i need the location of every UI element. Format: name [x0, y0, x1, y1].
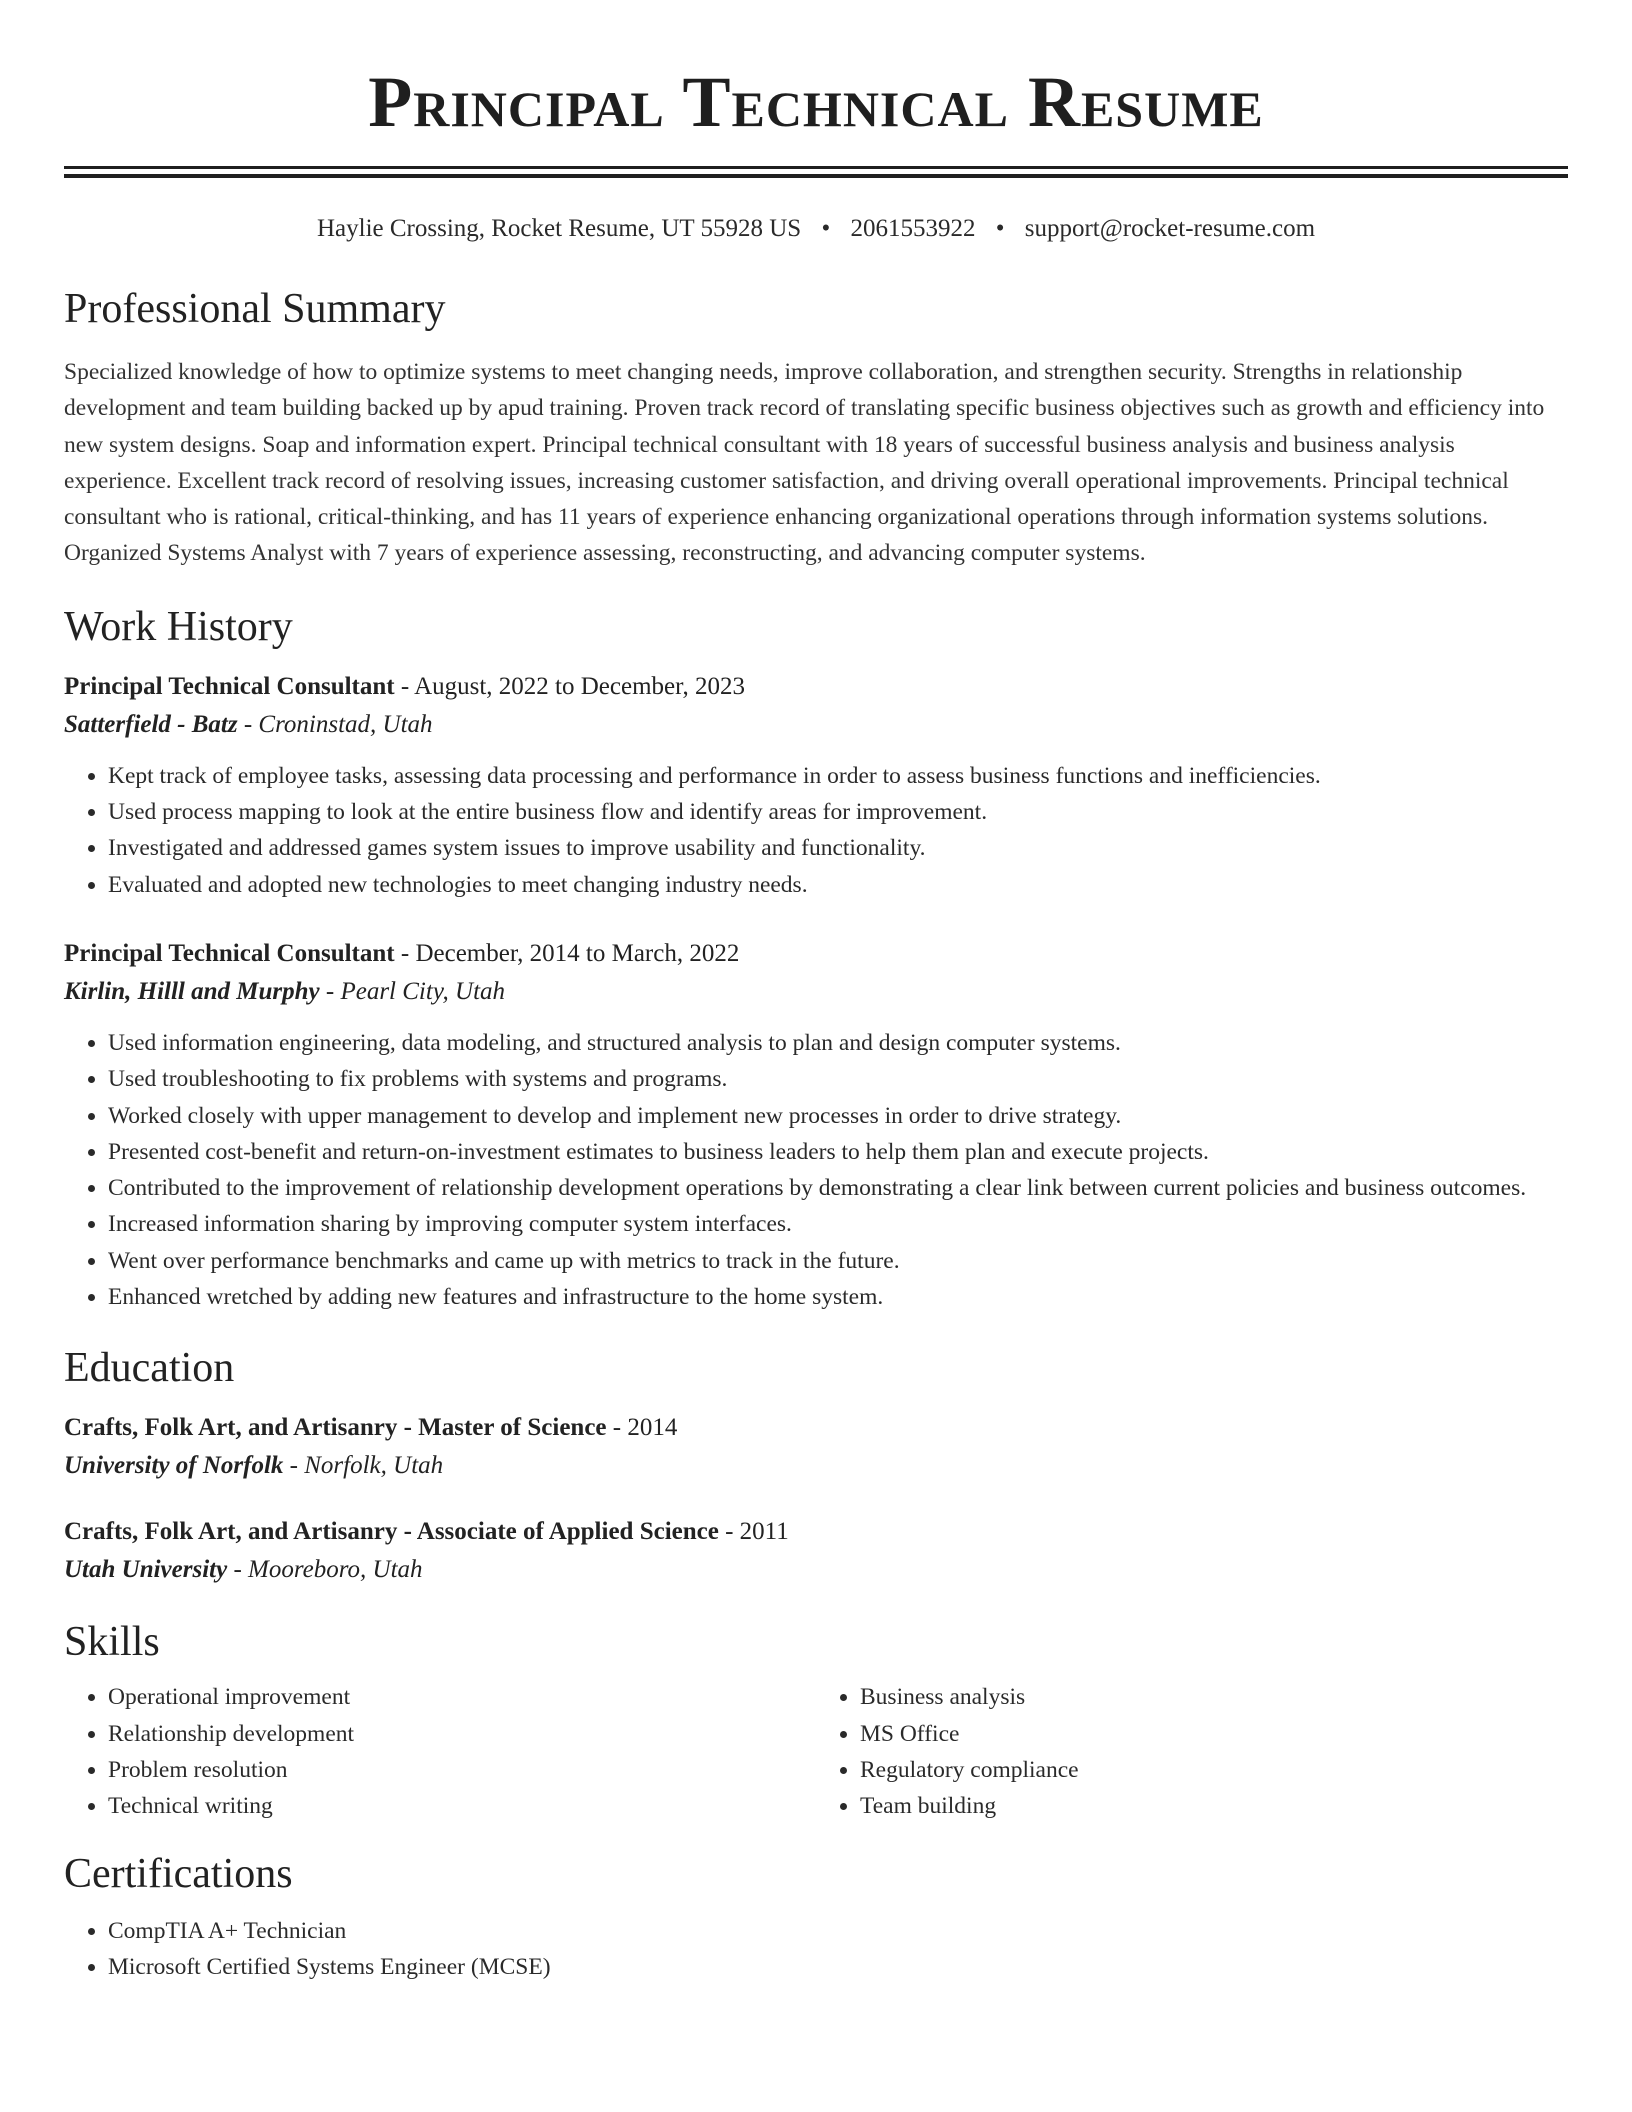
title-rule-bottom [64, 174, 1568, 178]
list-item: • Used process mapping to look at the entire business flow and identify areas for improvement. [108, 794, 1568, 830]
contact-separator: • [821, 215, 831, 242]
school-line [64, 1447, 1568, 1485]
job-dates: - December, 2014 to March, 2022 [394, 939, 740, 967]
job-role: Principal Technical Consultant [64, 939, 395, 967]
job-company: Kirlin, Hilll and Murphy [64, 977, 320, 1005]
list-item: • Used information engineering, data modeling, and structured analysis to plan and design computer systems. [108, 1025, 1568, 1061]
contact-separator: • [995, 215, 1005, 242]
list-item: • Problem resolution [108, 1752, 816, 1788]
contact-address: Haylie Crossing, Rocket Resume, UT 55928 US [316, 215, 802, 242]
job-company-line [64, 706, 1568, 744]
job-title-line [64, 668, 1568, 706]
document-title: Principal Technical Resume [368, 62, 1264, 142]
school-name: University of Norfolk [64, 1452, 284, 1480]
education-entry [64, 1409, 1568, 1485]
job-company-line [64, 973, 1568, 1011]
job-bullets [64, 1025, 1568, 1315]
list-item: • Used troubleshooting to fix problems with systems and programs. [108, 1061, 1568, 1097]
degree-line [64, 1513, 1568, 1551]
education-entry [64, 1513, 1568, 1589]
list-item: • Presented cost-benefit and return-on-investment estimates to business leaders to help them plan and execute projects. [108, 1134, 1568, 1170]
certifications-heading: Certifications [64, 1850, 293, 1897]
job-entry [64, 668, 1568, 903]
resume-page [64, 0, 1568, 1985]
contact-phone: 2061553922 [850, 215, 976, 242]
contact-line [64, 214, 1568, 244]
skills-list-right [816, 1679, 1568, 1824]
list-item: • Technical writing [108, 1788, 816, 1824]
list-item: • Worked closely with upper management to develop and implement new processes in order to drive strategy. [108, 1098, 1568, 1134]
list-item: • Increased information sharing by improving computer system interfaces. [108, 1206, 1568, 1242]
list-item: • Microsoft Certified Systems Engineer (MCSE) [108, 1949, 1568, 1985]
summary-text: Specialized knowledge of how to optimize systems to meet changing needs, improve collaboration, and strengthen security. Strengths in relationship development and team building backed up by apud training. Proven track record of translating specific business objectives such as growth and efficiency into new system designs. Soap and information expert. Principal technical consultant with 18 years of successful business analysis and business analysis experience. Excellent track record of resolving issues, increasing customer satisfaction, and driving overall operational improvements. Principal technical consultant who is rational, critical-thinking, and has 11 years of experience enhancing organizational operations through information systems solutions. Organized Systems Analyst with 7 years of experience assessing, reconstructing, and advancing computer systems. [64, 359, 1545, 567]
list-item: • Investigated and addressed games system issues to improve usability and functionality. [108, 830, 1568, 866]
list-item: • Relationship development [108, 1716, 816, 1752]
job-entry [64, 935, 1568, 1315]
contact-email: support@rocket-resume.com [1024, 215, 1316, 242]
summary-heading: Professional Summary [64, 286, 446, 332]
list-item: • Enhanced wretched by adding new features and infrastructure to the home system. [108, 1279, 1568, 1315]
job-location: - Pearl City, Utah [319, 977, 506, 1005]
school-name: Utah University [64, 1556, 228, 1584]
skills-list-left [64, 1679, 816, 1824]
skills-heading: Skills [64, 1619, 160, 1666]
job-title-line [64, 935, 1568, 973]
job-role: Principal Technical Consultant [64, 672, 395, 700]
list-item: • Evaluated and adopted new technologies to meet changing industry needs. [108, 867, 1568, 903]
list-item: • Went over performance benchmarks and came up with metrics to track in the future. [108, 1243, 1568, 1279]
school-line [64, 1551, 1568, 1589]
title-rule-top [64, 166, 1568, 169]
list-item: • Team building [860, 1788, 1568, 1824]
list-item: • CompTIA A+ Technician [108, 1913, 1568, 1949]
job-location: - Croninstad, Utah [237, 710, 433, 738]
work-history-heading: Work History [64, 603, 293, 650]
list-item: • Operational improvement [108, 1679, 816, 1715]
degree-year: - 2014 [606, 1414, 678, 1442]
list-item: • Business analysis [860, 1679, 1568, 1715]
degree-year: - 2011 [718, 1518, 789, 1546]
list-item: • Regulatory compliance [860, 1752, 1568, 1788]
list-item: • Contributed to the improvement of relationship development operations by demonstrating a clear link between current policies and business outcomes. [108, 1170, 1568, 1206]
school-location: - Norfolk, Utah [283, 1452, 444, 1480]
certifications-list [64, 1913, 1568, 1986]
education-heading: Education [64, 1345, 235, 1392]
degree-line [64, 1409, 1568, 1447]
degree-name: Crafts, Folk Art, and Artisanry - Master of Science [64, 1414, 607, 1442]
job-dates: - August, 2022 to December, 2023 [394, 672, 745, 700]
list-item: • MS Office [860, 1716, 1568, 1752]
job-bullets [64, 758, 1568, 903]
job-company: Satterfield - Batz [64, 710, 238, 738]
skills-columns [64, 1679, 1568, 1824]
school-location: - Mooreboro, Utah [227, 1556, 423, 1584]
list-item: • Kept track of employee tasks, assessing data processing and performance in order to assess business functions and inefficiencies. [108, 758, 1568, 794]
degree-name: Crafts, Folk Art, and Artisanry - Associate of Applied Science [64, 1518, 719, 1546]
